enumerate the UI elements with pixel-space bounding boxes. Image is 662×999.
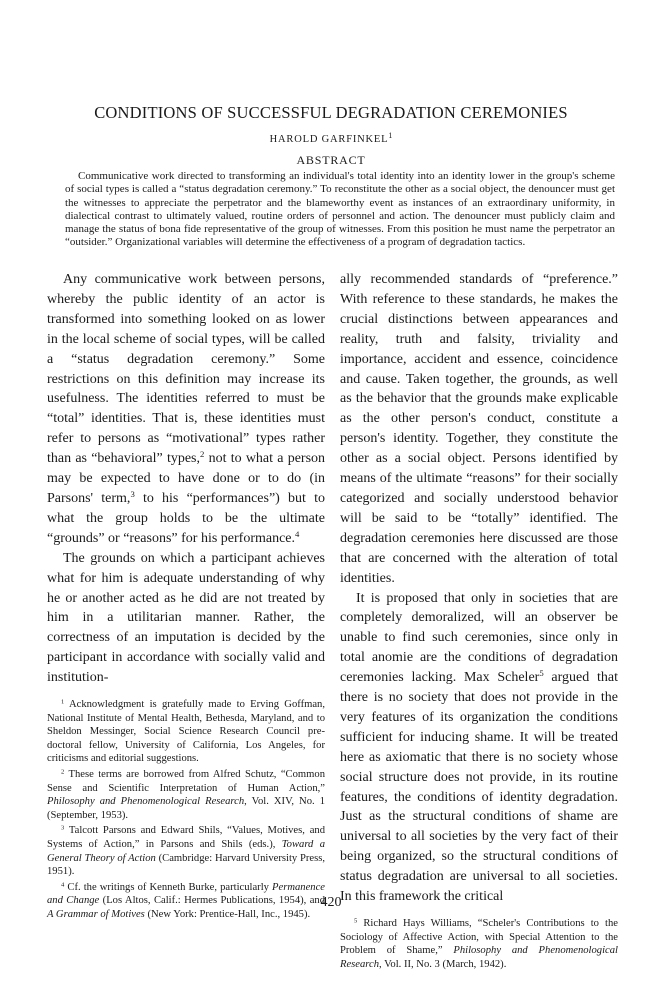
- footnote-5: [340, 917, 618, 971]
- p3-text-a: It is proposed that only in societies that are completely demoralized, will an observer be unable to find such ceremonies, since only in total anomie are the conditions of degradation ceremonies lacking. Max Scheler: [340, 590, 618, 686]
- author-line: [0, 131, 662, 145]
- footnote-3-text: Talcott Parsons and Edward Shils, “Values, Motives, and Systems of Action,” in Parsons and Shils (eds.),: [47, 825, 325, 850]
- footnote-ref-2: 2: [200, 449, 205, 460]
- left-column: [47, 270, 325, 924]
- footnote-4-publisher: (Los Altos, Calif.: Hermes Publications, 1954), and: [99, 895, 325, 907]
- footnote-1: [47, 698, 325, 766]
- footnote-1-text: Acknowledgment is gratefully made to Erving Goffman, National Institute of Mental Health, Bethesda, Maryland, and to Sheldon Messinger, Social Science Research Council pre-doctoral fellow, University of California, Los Angeles, for criticisms and editorial suggestions.: [47, 699, 325, 765]
- right-column: [340, 270, 618, 973]
- abstract-heading: ABSTRACT: [296, 153, 366, 167]
- footnote-3-number: 3: [61, 824, 65, 832]
- footnotes-right: [340, 917, 618, 971]
- p3-text-b: argued that there is no society that does not provide in the very features of its organization the conditions sufficient for inducing shame. It will be treated here as axiomatic that there is no society whose social structure does not provide, in its routine features, the conditions of identity degradation. Just as the structural conditions of shame are universal to all societies by the very fact of their being organized, so the structural conditions of status degradation are universal to all societies. In this framework the critical: [340, 670, 618, 905]
- footnote-2-citation: , Vol. XIV, No. 1 (September, 1953).: [47, 796, 325, 821]
- footnote-5-number: 5: [354, 917, 358, 925]
- footnotes-left: [47, 698, 325, 922]
- footnote-5-journal: Philosophy and Phenomenological Research: [340, 945, 618, 970]
- footnote-ref-5: 5: [539, 668, 544, 679]
- footnote-4-book-2: A Grammar of Motives: [47, 908, 145, 920]
- footnote-4-number: 4: [61, 881, 65, 889]
- p1-text-b: not to what a person may be expected to have done or to do (in Parsons' term,: [47, 451, 326, 506]
- footnote-3: [47, 824, 325, 878]
- body-paragraph-3: [340, 589, 618, 908]
- footnote-ref-4: 4: [295, 529, 300, 540]
- footnote-2: [47, 768, 325, 822]
- footnote-2-number: 2: [61, 768, 65, 776]
- footnote-1-number: 1: [61, 698, 65, 706]
- footnote-4-book-1: Permanence and Change: [47, 881, 325, 907]
- footnote-2-journal: Philosophy and Phenomenological Research: [47, 796, 245, 808]
- footnote-ref-3: 3: [130, 489, 135, 500]
- author-footnote-marker: 1: [388, 131, 393, 140]
- abstract-text: Communicative work directed to transforming an individual's total identity into an identity lower in the group's scheme of social types is called a “status degradation ceremony.” To reconstitute the other as a social object, the denouncer must get the witnesses to appreciate the perpetrator and the blameworthy event as instances of an extraordinary uniformity, in dialectical contrast to ultimately valued, routine orders of personnel and action. The denouncer must publicly claim and manage the status of bona fide representative of the group of witnesses. From this position he must name the perpetrator an “outsider.” Organizational variables will determine the effectiveness of a program of degradation tactics.: [65, 170, 615, 249]
- article-title: CONDITIONS OF SUCCESSFUL DEGRADATION CEREMONIES: [94, 103, 568, 122]
- footnote-5-text: Richard Hays Williams, “Scheler's Contributions to the Sociology of Affective Action, with Special Attention to the Problem of Shame,”: [340, 918, 618, 957]
- page-number: 420: [320, 895, 342, 910]
- footnote-5-citation: , Vol. II, No. 3 (March, 1942).: [379, 958, 507, 970]
- footnote-4-citation: (New York: Prentice-Hall, Inc., 1945).: [144, 908, 311, 920]
- p1-text-a: Any communicative work between persons, whereby the public identity of an actor is transformed into something looked on as lower in the local scheme of social types, will be called a “status degradation ceremony.” Some restrictions on this definition may increase its usefulness. The identities referred to must be “total” identities. That is, these identities must refer to persons as “motivational” types rather than as “behavioral” types,: [47, 272, 325, 467]
- footnote-3-citation: (Cambridge: Harvard University Press, 1951).: [47, 852, 325, 878]
- body-paragraph-1: [47, 270, 325, 549]
- author-name: HAROLD GARFINKEL: [269, 134, 389, 145]
- body-paragraph-2-continued: ally recommended standards of “preference.” With reference to these standards, he makes the crucial distinctions between appearances and reality, truth and falsity, triviality and importance, accident and essence, coincidence and cause. Taken together, the grounds, as well as the behavior that the grounds make explicable as the other person's conduct, constitute a person's identity. Together, they constitute the other as a social object. Persons identified by means of the ultimate “reasons” for their socially categorized and socially understood behavior will be said to be “totally” identified. The degradation ceremonies here discussed are those that are concerned with the alteration of total identities.: [340, 272, 618, 586]
- footnote-3-book: Toward a General Theory of Action: [47, 838, 325, 864]
- footnote-2-text: These terms are borrowed from Alfred Schutz, “Common Sense and Scientific Interpretation of Human Action,”: [47, 769, 325, 794]
- body-paragraph-2: The grounds on which a participant achieves what for him is adequate understanding of why he or another acted as he did are not treated by him in a utilitarian manner. Rather, the correctness of an imputation is decided by the participant in accordance with socially valid and institution-: [47, 550, 325, 686]
- footnote-4-text: Cf. the writings of Kenneth Burke, particularly: [64, 881, 273, 893]
- p1-text-c: to his “performances”) but to what the group holds to be the ultimate “grounds” or “reasons” for his performance.: [47, 490, 325, 546]
